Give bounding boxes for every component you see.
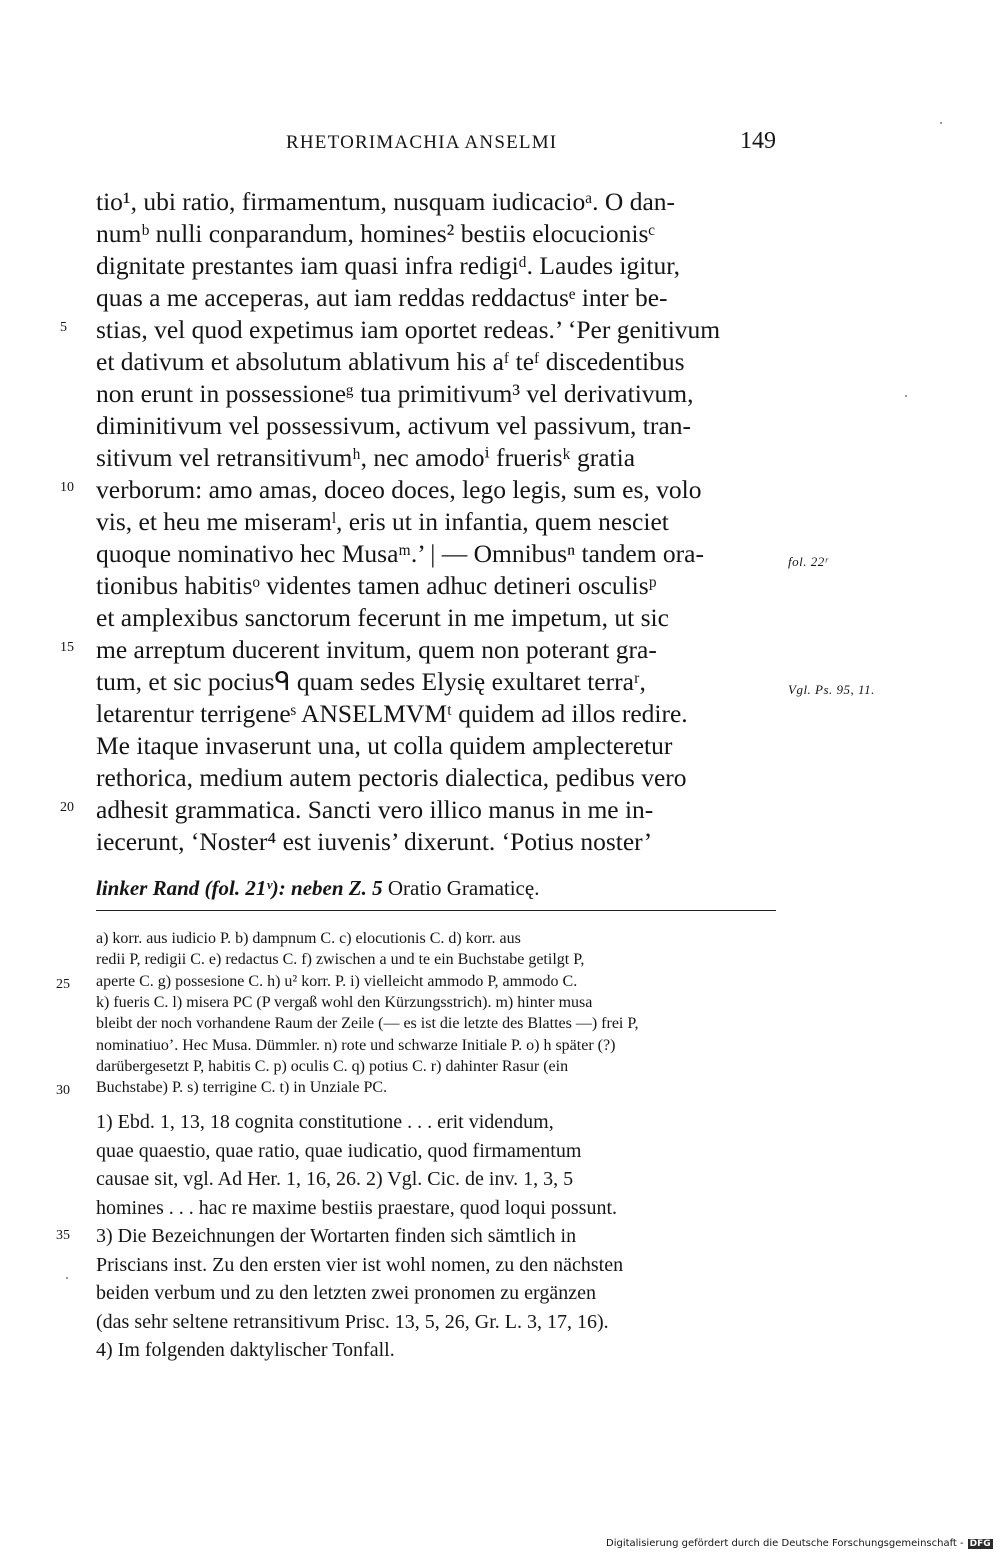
main-text-line: quoque nominativo hec Musaᵐ.’ | — Omnibusⁿ tandem ora- bbox=[96, 539, 704, 568]
running-title: RHETORIMACHIA ANSELMI bbox=[286, 132, 558, 153]
line-number: 35 bbox=[56, 1228, 70, 1243]
main-text-line: dignitate prestantes iam quasi infra redigiᵈ. Laudes igitur, bbox=[96, 251, 681, 280]
apparatus-line: redii P, redigii C. e) redactus C. f) zwischen a und te ein Buchstabe getilgt P, bbox=[96, 951, 585, 969]
note-line: 1) Ebd. 1, 13, 18 cognita constitutione . . . erit videndum, bbox=[96, 1111, 554, 1133]
main-text-line: rethorica, medium autem pectoris dialectica, pedibus vero bbox=[96, 763, 687, 792]
note-line: (das sehr seltene retransitivum Prisc. 13, 5, 26, Gr. L. 3, 17, 16). bbox=[96, 1310, 609, 1333]
main-text-line: et amplexibus sanctorum fecerunt in me impetum, ut sic bbox=[96, 603, 669, 632]
main-text-line: numᵇ nulli conparandum, homines² bestiis elocucionisᶜ bbox=[96, 219, 655, 248]
side-note-folio: fol. 22ʳ bbox=[788, 554, 829, 569]
apparatus-line: aperte C. g) possesione C. h) u² korr. P. i) vielleicht ammodo P, ammodo C. bbox=[96, 972, 578, 990]
line-number: 10 bbox=[60, 480, 74, 495]
main-text-line: verborum: amo amas, doceo doces, lego legis, sum es, volo bbox=[96, 475, 702, 504]
apparatus-line: darübergesetzt P, habitis C. p) oculis C. q) potius C. r) dahinter Rasur (ein bbox=[96, 1057, 569, 1075]
apparatus-line: k) fueris C. l) misera PC (P vergaß wohl den Kürzungsstrich). m) hinter musa bbox=[96, 993, 593, 1011]
main-text-line: quas a me acceperas, aut iam reddas reddactusᵉ inter be- bbox=[96, 283, 668, 312]
note-line: beiden verbum und zu den letzten zwei pronomen zu ergänzen bbox=[96, 1282, 596, 1304]
line-number: 20 bbox=[60, 800, 74, 815]
scan-footer-text: Digitalisierung gefördert durch die Deutsche Forschungsgemeinschaft - bbox=[606, 1538, 964, 1549]
note-line: 4) Im folgenden daktylischer Tonfall. bbox=[96, 1339, 395, 1361]
main-text-line: adhesit grammatica. Sancti vero illico manus in me in- bbox=[96, 795, 654, 824]
main-text-line: tio¹, ubi ratio, firmamentum, nusquam iudicacioᵃ. O dan- bbox=[96, 187, 676, 216]
line-number: 25 bbox=[56, 976, 70, 992]
main-text-line: letarentur terrigeneˢ ANSELMVMᵗ quidem ad illos redire. bbox=[96, 699, 688, 728]
note-line: homines . . . hac re maxime bestiis praestare, quod loqui possunt. bbox=[96, 1196, 618, 1219]
scan-speck bbox=[66, 1277, 68, 1279]
page-number: 149 bbox=[740, 128, 776, 154]
line-number: 15 bbox=[60, 640, 74, 655]
note-line: 3) Die Bezeichnungen der Wortarten finden sich sämtlich in bbox=[96, 1225, 577, 1247]
main-text-line: iecerunt, ‘Noster⁴ est iuvenis’ dixerunt. ‘Potius noster’ bbox=[96, 827, 653, 856]
note-line: quae quaestio, quae ratio, quae iudicatio, quod firmamentum bbox=[96, 1139, 582, 1162]
main-text-line: tum, et sic pociusᑫ quam sedes Elysię exultaret terraʳ, bbox=[96, 667, 646, 696]
margin-note-label: linker Rand (fol. 21ᵛ): neben Z. 5 bbox=[96, 876, 383, 900]
main-text-line: tionibus habitisᵒ videntes tamen adhuc detineri osculisᵖ bbox=[96, 571, 657, 600]
main-text-line: non erunt in possessioneᵍ tua primitivum³ vel derivativum, bbox=[96, 379, 694, 408]
scan-speck bbox=[905, 395, 907, 397]
scan-footer bbox=[606, 1538, 993, 1549]
margin-note-text: Oratio Gramaticę. bbox=[387, 876, 540, 900]
apparatus-line: nominatiuo’. Hec Musa. Dümmler. n) rote und schwarze Initiale P. o) h später (?) bbox=[96, 1036, 616, 1054]
margin-note bbox=[96, 876, 539, 901]
main-text-line: stias, vel quod expetimus iam oportet redeas.’ ‘Per genitivum bbox=[96, 315, 721, 344]
main-text-line: vis, et heu me miseramˡ, eris ut in infantia, quem nesciet bbox=[96, 507, 669, 536]
apparatus-line: Buchstabe) P. s) terrigine C. t) in Unziale PC. bbox=[96, 1079, 388, 1097]
apparatus-divider bbox=[96, 910, 776, 911]
main-text-line: me arreptum ducerent invitum, quem non poterant gra- bbox=[96, 635, 657, 664]
page-header bbox=[96, 128, 776, 162]
side-note-psalm-reference: Vgl. Ps. 95, 11. bbox=[788, 682, 875, 697]
main-text-line: diminitivum vel possessivum, activum vel passivum, tran- bbox=[96, 411, 691, 440]
apparatus-line: bleibt der noch vorhandene Raum der Zeile (— es ist die letzte des Blattes —) frei P, bbox=[96, 1015, 639, 1033]
scan-speck bbox=[940, 122, 942, 124]
main-text-line: et dativum et absolutum ablativum his aᶠ teᶠ discedentibus bbox=[96, 347, 685, 376]
dfg-logo: DFG bbox=[969, 1539, 991, 1549]
note-line: causae sit, vgl. Ad Her. 1, 16, 26. 2) Vgl. Cic. de inv. 1, 3, 5 bbox=[96, 1168, 574, 1190]
apparatus-line: a) korr. aus iudicio P. b) dampnum C. c) elocutionis C. d) korr. aus bbox=[96, 930, 521, 947]
line-number: 30 bbox=[56, 1083, 70, 1099]
main-text-line: sitivum vel retransitivumʰ, nec amodoⁱ fruerisᵏ gratia bbox=[96, 443, 636, 472]
main-text-line: Me itaque invaserunt una, ut colla quidem amplecteretur bbox=[96, 731, 673, 760]
line-number: 5 bbox=[60, 320, 67, 335]
note-line: Priscians inst. Zu den ersten vier ist wohl nomen, zu den nächsten bbox=[96, 1253, 624, 1276]
